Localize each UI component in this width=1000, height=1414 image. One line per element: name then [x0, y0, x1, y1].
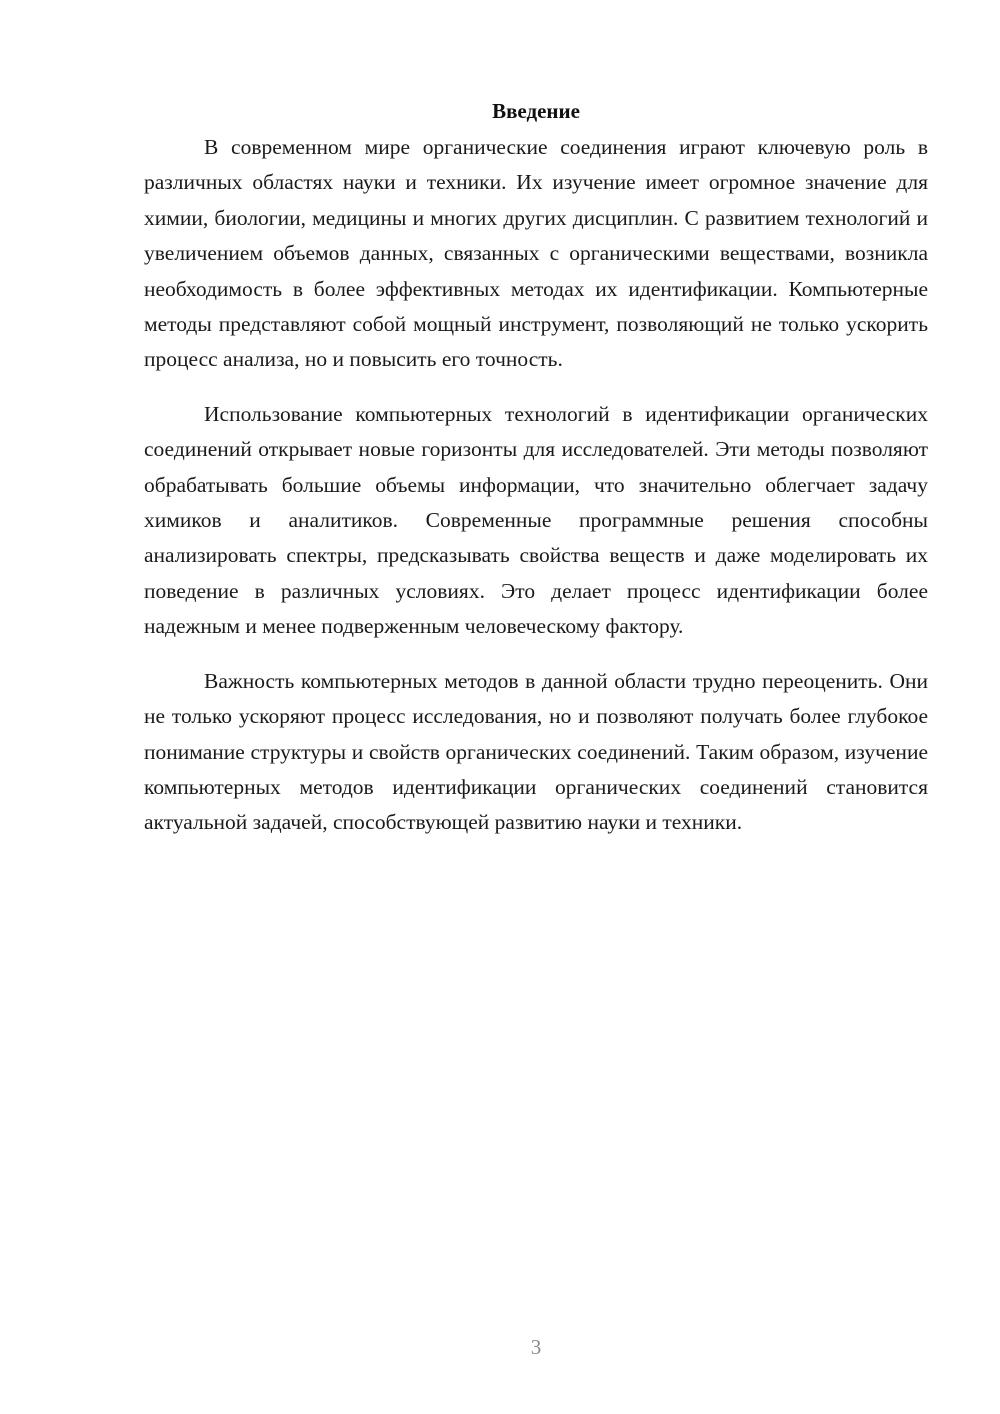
page-content [144, 96, 928, 841]
page-number: 3 [530, 1335, 542, 1359]
section-title: Введение [492, 99, 580, 123]
paragraph-3: Важность компьютерных методов в данной области трудно переоценить. Они не только ускоряют процесс исследования, но и позволяют получать более глубокое понимание структуры и свойств органических соединений. Таким образом, изучение компьютерных методов идентификации органических соединений становится актуальной задачей, способствующей развитию науки и техники. [144, 668, 928, 835]
paragraph-1: В современном мире органические соединения играют ключевую роль в различных областях науки и техники. Их изучение имеет огромное значение для химии, биологии, медицины и многих других дисциплин. С развитием технологий и увеличением объемов данных, связанных с органическими веществами, возникла необходимость в более эффективных методах их идентификации. Компьютерные методы представляют собой мощный инструмент, позволяющий не только ускорить процесс анализа, но и повысить его точность. [144, 135, 928, 372]
paragraph-2: Использование компьютерных технологий в идентификации органических соединений открывает новые горизонты для исследователей. Эти методы позволяют обрабатывать большие объемы информации, что значительно облегчает задачу химиков и аналитиков. Современные программные решения способны анализировать спектры, предсказывать свойства веществ и даже моделировать их поведение в различных условиях. Это делает процесс идентификации более надежным и менее подверженным человеческому фактору. [144, 401, 928, 639]
